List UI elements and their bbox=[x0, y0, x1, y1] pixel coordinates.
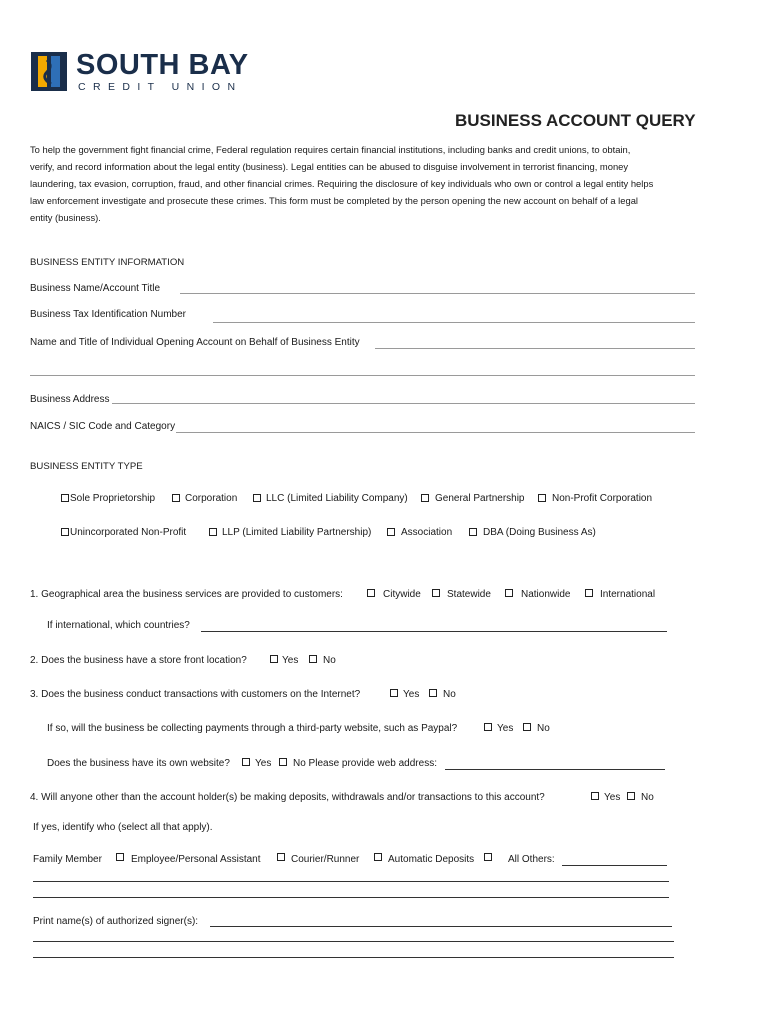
q3-sub1-yes-label: Yes bbox=[497, 723, 514, 734]
automatic-deposits-label: Automatic Deposits bbox=[388, 854, 475, 865]
corporation-checkbox[interactable] bbox=[172, 494, 180, 502]
naics-label: NAICS / SIC Code and Category bbox=[30, 421, 176, 432]
q3-sub1-text: If so, will the business be collecting payments through a third-party website, such as Paypal? bbox=[47, 723, 458, 734]
opener-field[interactable] bbox=[375, 348, 695, 349]
page-title: BUSINESS ACCOUNT QUERY bbox=[455, 111, 696, 130]
courier-checkbox[interactable] bbox=[374, 853, 382, 861]
all-others-label: All Others: bbox=[508, 854, 555, 865]
q3-sub2-yes-checkbox[interactable] bbox=[242, 758, 250, 766]
sole-proprietorship-label: Sole Proprietorship bbox=[70, 493, 156, 504]
q2-no-label: No bbox=[323, 655, 336, 666]
naics-field[interactable] bbox=[176, 432, 695, 433]
logo-mark bbox=[31, 52, 67, 91]
q3-sub2-text: Does the business have its own website? bbox=[47, 758, 230, 769]
llp-checkbox[interactable] bbox=[209, 528, 217, 536]
q3-no-label: No bbox=[443, 689, 456, 700]
entity-type-heading: BUSINESS ENTITY TYPE bbox=[30, 461, 143, 472]
tax-id-label: Business Tax Identification Number bbox=[30, 309, 187, 320]
association-checkbox[interactable] bbox=[387, 528, 395, 536]
llc-label: LLC (Limited Liability Company) bbox=[266, 493, 408, 504]
dba-label: DBA (Doing Business As) bbox=[483, 527, 596, 538]
q2-no-checkbox[interactable] bbox=[309, 655, 317, 663]
intro-line: To help the government fight financial crime, Federal regulation requires certain financial institutions, including banks and credit unions, to obtain, bbox=[30, 144, 631, 155]
q3-sub2-yes-label: Yes bbox=[255, 758, 272, 769]
nationwide-label: Nationwide bbox=[521, 589, 571, 600]
q3-sub1-no-label: No bbox=[537, 723, 550, 734]
llc-checkbox[interactable] bbox=[253, 494, 261, 502]
q3-yes-checkbox[interactable] bbox=[390, 689, 398, 697]
all-others-field[interactable] bbox=[562, 865, 667, 866]
address-field[interactable] bbox=[112, 403, 695, 404]
corporation-label: Corporation bbox=[185, 493, 238, 504]
llp-label: LLP (Limited Liability Partnership) bbox=[222, 527, 372, 538]
q3-sub1-yes-checkbox[interactable] bbox=[484, 723, 492, 731]
q3-text: 3. Does the business conduct transactions with customers on the Internet? bbox=[30, 689, 361, 700]
opener-field-continued[interactable] bbox=[30, 375, 695, 376]
statewide-label: Statewide bbox=[447, 589, 491, 600]
q2-text: 2. Does the business have a store front location? bbox=[30, 655, 247, 666]
q4-yes-label: Yes bbox=[604, 792, 621, 803]
q3-yes-label: Yes bbox=[403, 689, 420, 700]
employee-checkbox[interactable] bbox=[277, 853, 285, 861]
intro-line: verify, and record information about the legal entity (business). Legal entities can be abused to disguise involvement in terrorist financing, money bbox=[30, 161, 629, 172]
family-member-label: Family Member bbox=[33, 854, 102, 865]
opener-label: Name and Title of Individual Opening Account on Behalf of Business Entity bbox=[30, 337, 360, 348]
others-detail-line[interactable] bbox=[33, 897, 669, 898]
unincorporated-non-profit-checkbox[interactable] bbox=[61, 528, 69, 536]
logo-name: SOUTH BAY bbox=[76, 49, 249, 81]
tax-id-field[interactable] bbox=[213, 322, 695, 323]
q3-sub2-no-checkbox[interactable] bbox=[279, 758, 287, 766]
intro-paragraph bbox=[30, 141, 745, 226]
others-detail-line[interactable] bbox=[33, 881, 669, 882]
q4-followup-label: If yes, identify who (select all that apply). bbox=[33, 822, 213, 833]
business-name-label: Business Name/Account Title bbox=[30, 283, 161, 294]
nationwide-checkbox[interactable] bbox=[505, 589, 513, 597]
q4-yes-checkbox[interactable] bbox=[591, 792, 599, 800]
q2-yes-label: Yes bbox=[282, 655, 299, 666]
international-checkbox[interactable] bbox=[585, 589, 593, 597]
q3-sub1-no-checkbox[interactable] bbox=[523, 723, 531, 731]
intro-line: entity (business). bbox=[30, 212, 101, 223]
countries-field[interactable] bbox=[201, 631, 667, 632]
intro-line: laundering, tax evasion, corruption, fraud, and other financial crimes. Requiring the disclosure of key individuals who own or control a legal entity helps bbox=[30, 178, 654, 189]
courier-label: Courier/Runner bbox=[291, 854, 360, 865]
family-member-checkbox[interactable] bbox=[116, 853, 124, 861]
signers-line[interactable] bbox=[33, 957, 674, 958]
unincorporated-non-profit-label: Unincorporated Non-Profit bbox=[70, 527, 187, 538]
q4-text: 4. Will anyone other than the account holder(s) be making deposits, withdrawals and/or transactions to this account? bbox=[30, 792, 545, 803]
q3-no-checkbox[interactable] bbox=[429, 689, 437, 697]
non-profit-corporation-checkbox[interactable] bbox=[538, 494, 546, 502]
citywide-checkbox[interactable] bbox=[367, 589, 375, 597]
citywide-label: Citywide bbox=[383, 589, 421, 600]
employee-label: Employee/Personal Assistant bbox=[131, 854, 261, 865]
signers-field[interactable] bbox=[210, 926, 672, 927]
international-label: International bbox=[600, 589, 656, 600]
q1-followup-label: If international, which countries? bbox=[47, 620, 190, 631]
dba-checkbox[interactable] bbox=[469, 528, 477, 536]
business-name-field[interactable] bbox=[180, 293, 695, 294]
general-partnership-label: General Partnership bbox=[435, 493, 525, 504]
signers-label: Print name(s) of authorized signer(s): bbox=[33, 916, 199, 927]
association-label: Association bbox=[401, 527, 453, 538]
q2-yes-checkbox[interactable] bbox=[270, 655, 278, 663]
automatic-deposits-checkbox[interactable] bbox=[484, 853, 492, 861]
sole-proprietorship-checkbox[interactable] bbox=[61, 494, 69, 502]
q4-no-checkbox[interactable] bbox=[627, 792, 635, 800]
entity-info-heading: BUSINESS ENTITY INFORMATION bbox=[30, 257, 185, 268]
intro-line: law enforcement investigate and prosecute these crimes. This form must be completed by the person opening the new account on behalf of a legal bbox=[30, 195, 638, 206]
general-partnership-checkbox[interactable] bbox=[421, 494, 429, 502]
q4-no-label: No bbox=[641, 792, 654, 803]
statewide-checkbox[interactable] bbox=[432, 589, 440, 597]
address-label: Business Address bbox=[30, 394, 110, 405]
q1-text: 1. Geographical area the business services are provided to customers: bbox=[30, 589, 343, 600]
signers-line[interactable] bbox=[33, 941, 674, 942]
logo-subtitle: CREDIT UNION bbox=[78, 81, 243, 93]
q3-sub2-no-label: No Please provide web address: bbox=[293, 758, 437, 769]
non-profit-corporation-label: Non-Profit Corporation bbox=[552, 493, 653, 504]
web-address-field[interactable] bbox=[445, 769, 665, 770]
